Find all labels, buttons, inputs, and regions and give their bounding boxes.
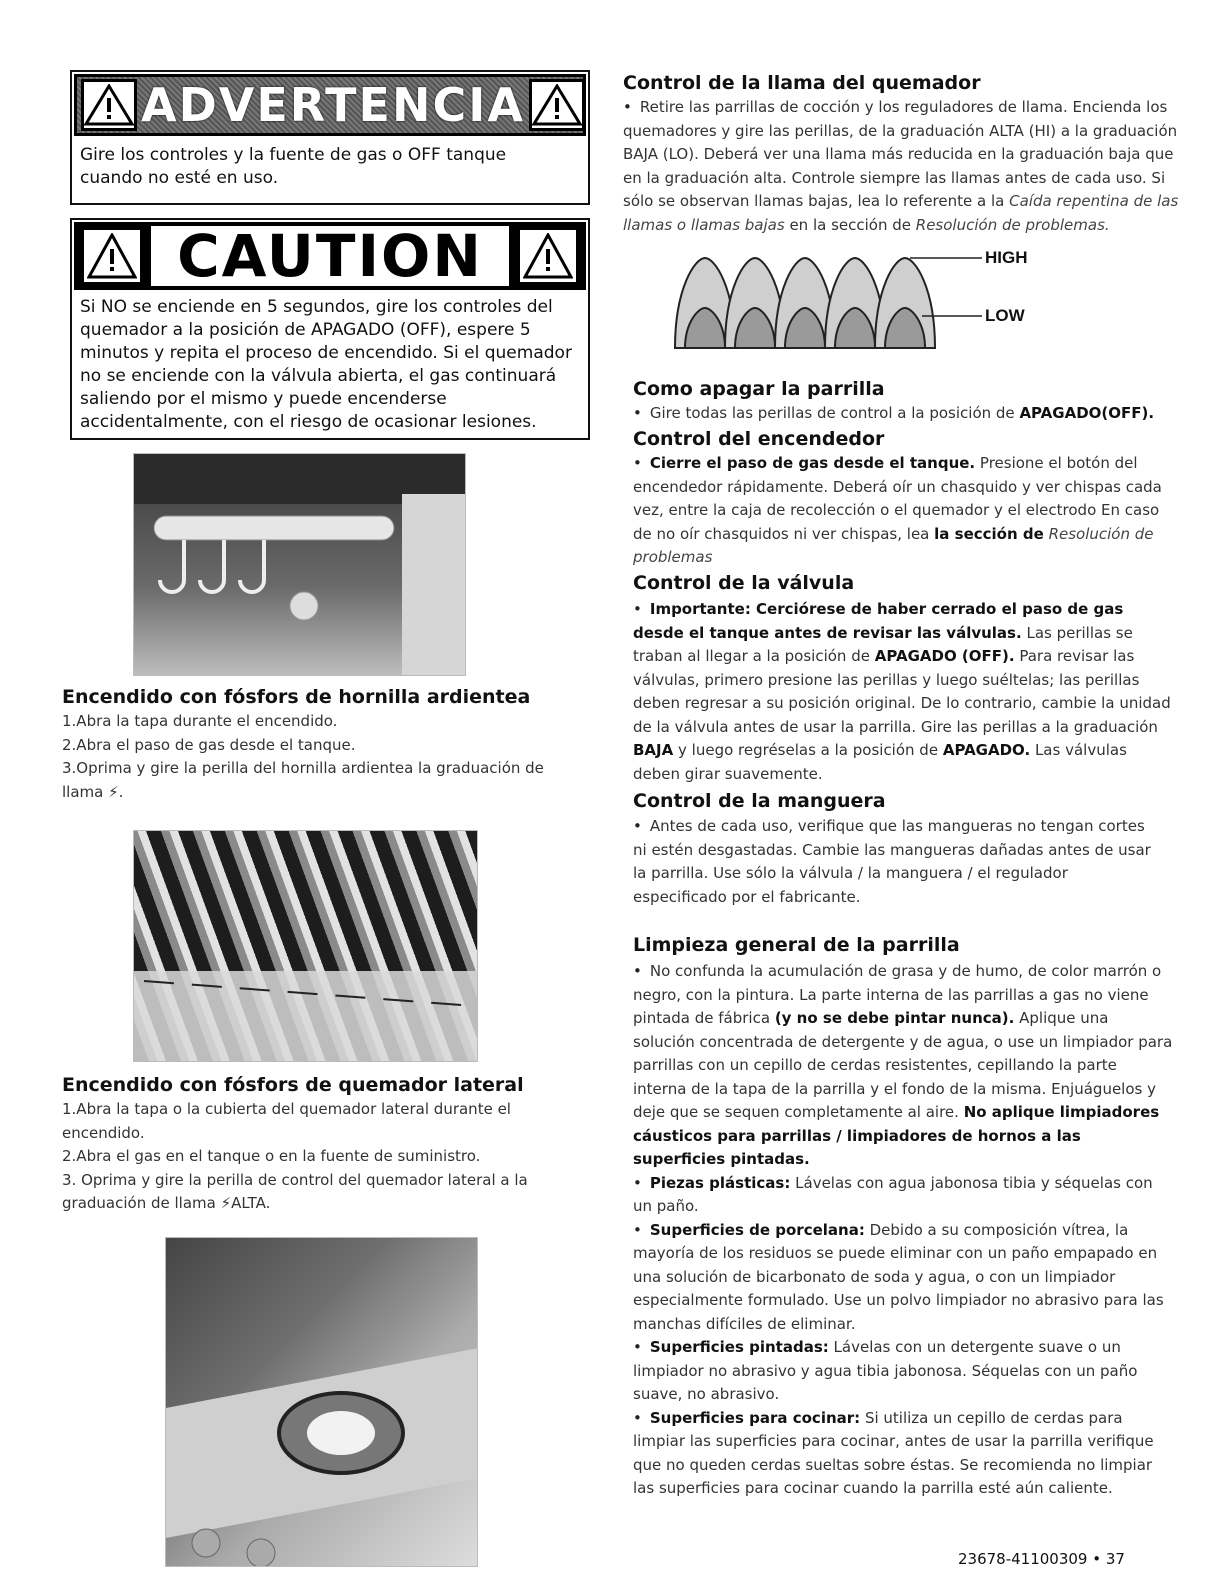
list-item: 3.Oprima y gire la perilla del hornilla ardientea la graduación de llama ⚡.: [62, 759, 544, 801]
flame-text-italic2: Resolución de problemas.: [915, 215, 1110, 234]
hose-text: [633, 815, 1163, 909]
igniter-heading: Control del encendedor: [633, 428, 885, 450]
cleaning-text-a: No confunda la acumulación de grasa y de humo, de color marrón o negro, con la pintura. La parte interna de las parrillas a gas no viene pintada de fábrica: [633, 962, 1162, 1027]
caution-box: [70, 218, 590, 440]
bullet-icon: [633, 962, 650, 980]
valve-text-a: Las perillas se traban al llegar a la posición de: [633, 623, 1133, 665]
valve-bold-d: APAGADO.: [942, 741, 1031, 759]
caution-triangle-icon: [81, 227, 143, 285]
list-item: 1.Abra la tapa durante el encendido.: [62, 712, 338, 730]
caution-banner: [74, 222, 586, 290]
porcelain-label: Superficies de porcelana:: [649, 1220, 865, 1239]
warning-text: Gire los controles y la fuente de gas o OFF tanque cuando no esté en uso.: [80, 145, 507, 188]
list-item: 2.Abra el gas en el tanque o en la fuente de suministro.: [62, 1147, 481, 1165]
cleaning-text-b: Aplique una solución concentrada de detergente y de agua, o use un limpiador para parrillas con un cepillo de cerdas resistentes, cepillando la parte interna de la tapa de la parrilla y el fondo de la misma. Enjuáguelos y deje que se sequen completamente al aire.: [633, 1009, 1173, 1121]
bullet-icon: [633, 1409, 650, 1427]
valve-text-d: Las válvulas deben girar suavemente.: [633, 741, 1127, 783]
high-label: HIGH: [985, 248, 1028, 267]
valve-text-c: y luego regréselas a la posición de: [678, 741, 939, 759]
page-number: 23678-41100309 • 37: [958, 1550, 1125, 1568]
cleaning-bold-b: No aplique limpiadores cáusticos para parrillas / limpiadores de hornos a las superficies pintadas.: [633, 1103, 1160, 1168]
painted-label: Superficies pintadas:: [649, 1338, 829, 1356]
flame-text-italic: Caída repentina de las llamas o llamas bajas: [623, 192, 1179, 234]
bullet-icon: [633, 1338, 650, 1356]
igniter-bold-a: Cierre el paso de gas desde el tanque.: [649, 454, 976, 472]
cleaning-bold-a: (y no se debe pintar nunca).: [774, 1009, 1015, 1027]
cleaning-heading: Limpieza general de la parrilla: [633, 934, 960, 956]
warning-triangle-icon: [529, 79, 585, 131]
caution-triangle-icon: [517, 227, 579, 285]
hose-heading: Control de la manguera: [633, 790, 886, 812]
flame-heading: Control de la llama del quemador: [623, 72, 981, 94]
flame-text-b: en la sección de: [789, 215, 911, 234]
warning-triangle-icon: [81, 79, 137, 131]
cleaning-porcelain: [633, 1219, 1173, 1337]
valve-text: [633, 598, 1173, 786]
hose-text-body: Antes de cada uso, verifique que las mangueras no tengan cortes ni estén desgastadas. Cambie las mangueras dañadas antes de usar la parrilla. Use sólo la válvula / la manguera / el regulador especificado por el fabricante.: [633, 817, 1151, 906]
igniter-bold-b: la sección de: [934, 524, 1044, 543]
porcelain-text: Debido a su composición vítrea, la mayoría de los residuos se puede eliminar con un paño empapado en una solución de bicarbonato de soda y agua, o con un limpiador especialmente formulado. Use un polvo limpiador no abrasivo para las manchas difíciles de eliminar.: [633, 1220, 1164, 1333]
cleaning-plastic: [633, 1172, 1173, 1219]
off-text: [633, 402, 1203, 426]
grill-hooks-photo: [133, 453, 466, 676]
igniter-italic: Resolución de problemas: [633, 524, 1154, 566]
match-side-heading: Encendido con fósfors de hornilla ardientea: [62, 686, 531, 708]
bullet-icon: [633, 817, 650, 835]
flame-text-a: Retire las parrillas de cocción y los reguladores de llama. Encienda los quemadores y gire las perillas, de la graduación ALTA (HI) a la graduación BAJA (LO). Deberá ver una llama más reducida en la graduación baja que en la graduación alta. Controle siempre las llamas antes de cada uso. Si sólo se observan llamas bajas, lea lo referente a la: [623, 98, 1178, 210]
cooking-text: Si utiliza un cepillo de cerdas para limpiar las superficies para cocinar, antes de usar la parrilla verifique que no queden cerdas sueltas sobre éstas. Se recomienda no limpiar las superficies para cocinar cuando la parrilla esté aún caliente.: [633, 1408, 1154, 1497]
valve-bold-c: BAJA: [633, 741, 674, 759]
warning-banner: [74, 74, 586, 136]
match-side-steps: [62, 710, 582, 804]
match-burner-steps: [62, 1098, 572, 1216]
low-label: LOW: [985, 306, 1025, 325]
grill-grates-photo: [133, 830, 478, 1062]
cooking-label: Superficies para cocinar:: [649, 1408, 861, 1427]
igniter-text: [633, 452, 1173, 570]
caution-title: CAUTION: [151, 226, 509, 286]
cleaning-cooking: [633, 1407, 1173, 1501]
bullet-icon: [633, 454, 650, 472]
cleaning-intro: [633, 960, 1173, 1172]
caution-text: Si NO se enciende en 5 segundos, gire los controles del quemador a la posición de APAGADO (OFF), espere 5 minutos y repita el proceso de encendido. Si el quemador no se enciende con la válvula abierta, el gas continuará saliendo por el mismo y puede encenderse accidentalmente, con el riesgo de ocasionar lesiones.: [80, 297, 572, 432]
bullet-icon: [633, 404, 650, 422]
warning-box: [70, 70, 590, 205]
cleaning-painted: [633, 1336, 1173, 1407]
flame-text: [623, 96, 1193, 237]
flame-diagram: [660, 248, 1040, 358]
list-item: 2.Abra el paso de gas desde el tanque.: [62, 735, 356, 754]
valve-text-b: Para revisar las válvulas, primero presione las perillas y luego suéltelas; las perillas deben regresar a su posición original. De lo contrario, cambie la unidad de la válvula antes de usar la parrilla. Gire las perillas a la graduación: [633, 647, 1171, 736]
valve-heading: Control de la válvula: [633, 572, 855, 594]
match-burner-heading: Encendido con fósfors de quemador lateral: [62, 1074, 524, 1096]
off-heading: Como apagar la parrilla: [633, 378, 885, 400]
plastic-label: Piezas plásticas:: [649, 1173, 791, 1192]
list-item: 3. Oprima y gire la perilla de control del quemador lateral a la graduación de llama ⚡ALTA.: [62, 1170, 528, 1212]
off-text-a: Gire todas las perillas de control a la posición de: [649, 404, 1015, 422]
igniter-text-a: Presione el botón del encendedor rápidamente. Deberá oír un chasquido y ver chispas cada vez, entre la caja de recolección o el quemador y el electrodo En caso de no oír chasquidos ni ver chispas, lea: [633, 454, 1162, 543]
bullet-icon: [633, 1174, 650, 1192]
bullet-icon: [633, 1221, 650, 1239]
plastic-text: Lávelas con agua jabonosa tibia y séquelas con un paño.: [633, 1173, 1153, 1215]
painted-text: Lávelas con un detergente suave o un limpiador no abrasivo y agua tibia jabonosa. Séquelas con un paño suave, no abrasivo.: [633, 1338, 1138, 1403]
bullet-icon: [633, 600, 650, 618]
bullet-icon: [623, 98, 640, 116]
valve-bold-b: APAGADO (OFF).: [874, 647, 1015, 665]
off-text-bold: APAGADO(OFF).: [1019, 404, 1155, 422]
side-burner-photo: [165, 1237, 478, 1567]
valve-bold-a: Importante: Cerciórese de haber cerrado el paso de gas desde el tanque antes de revisar las válvulas.: [633, 600, 1124, 642]
warning-title: ADVERTENCIA: [141, 78, 525, 132]
list-item: 1.Abra la tapa o la cubierta del quemador lateral durante el encendido.: [62, 1100, 511, 1142]
cleaning-text: [633, 960, 1173, 1501]
